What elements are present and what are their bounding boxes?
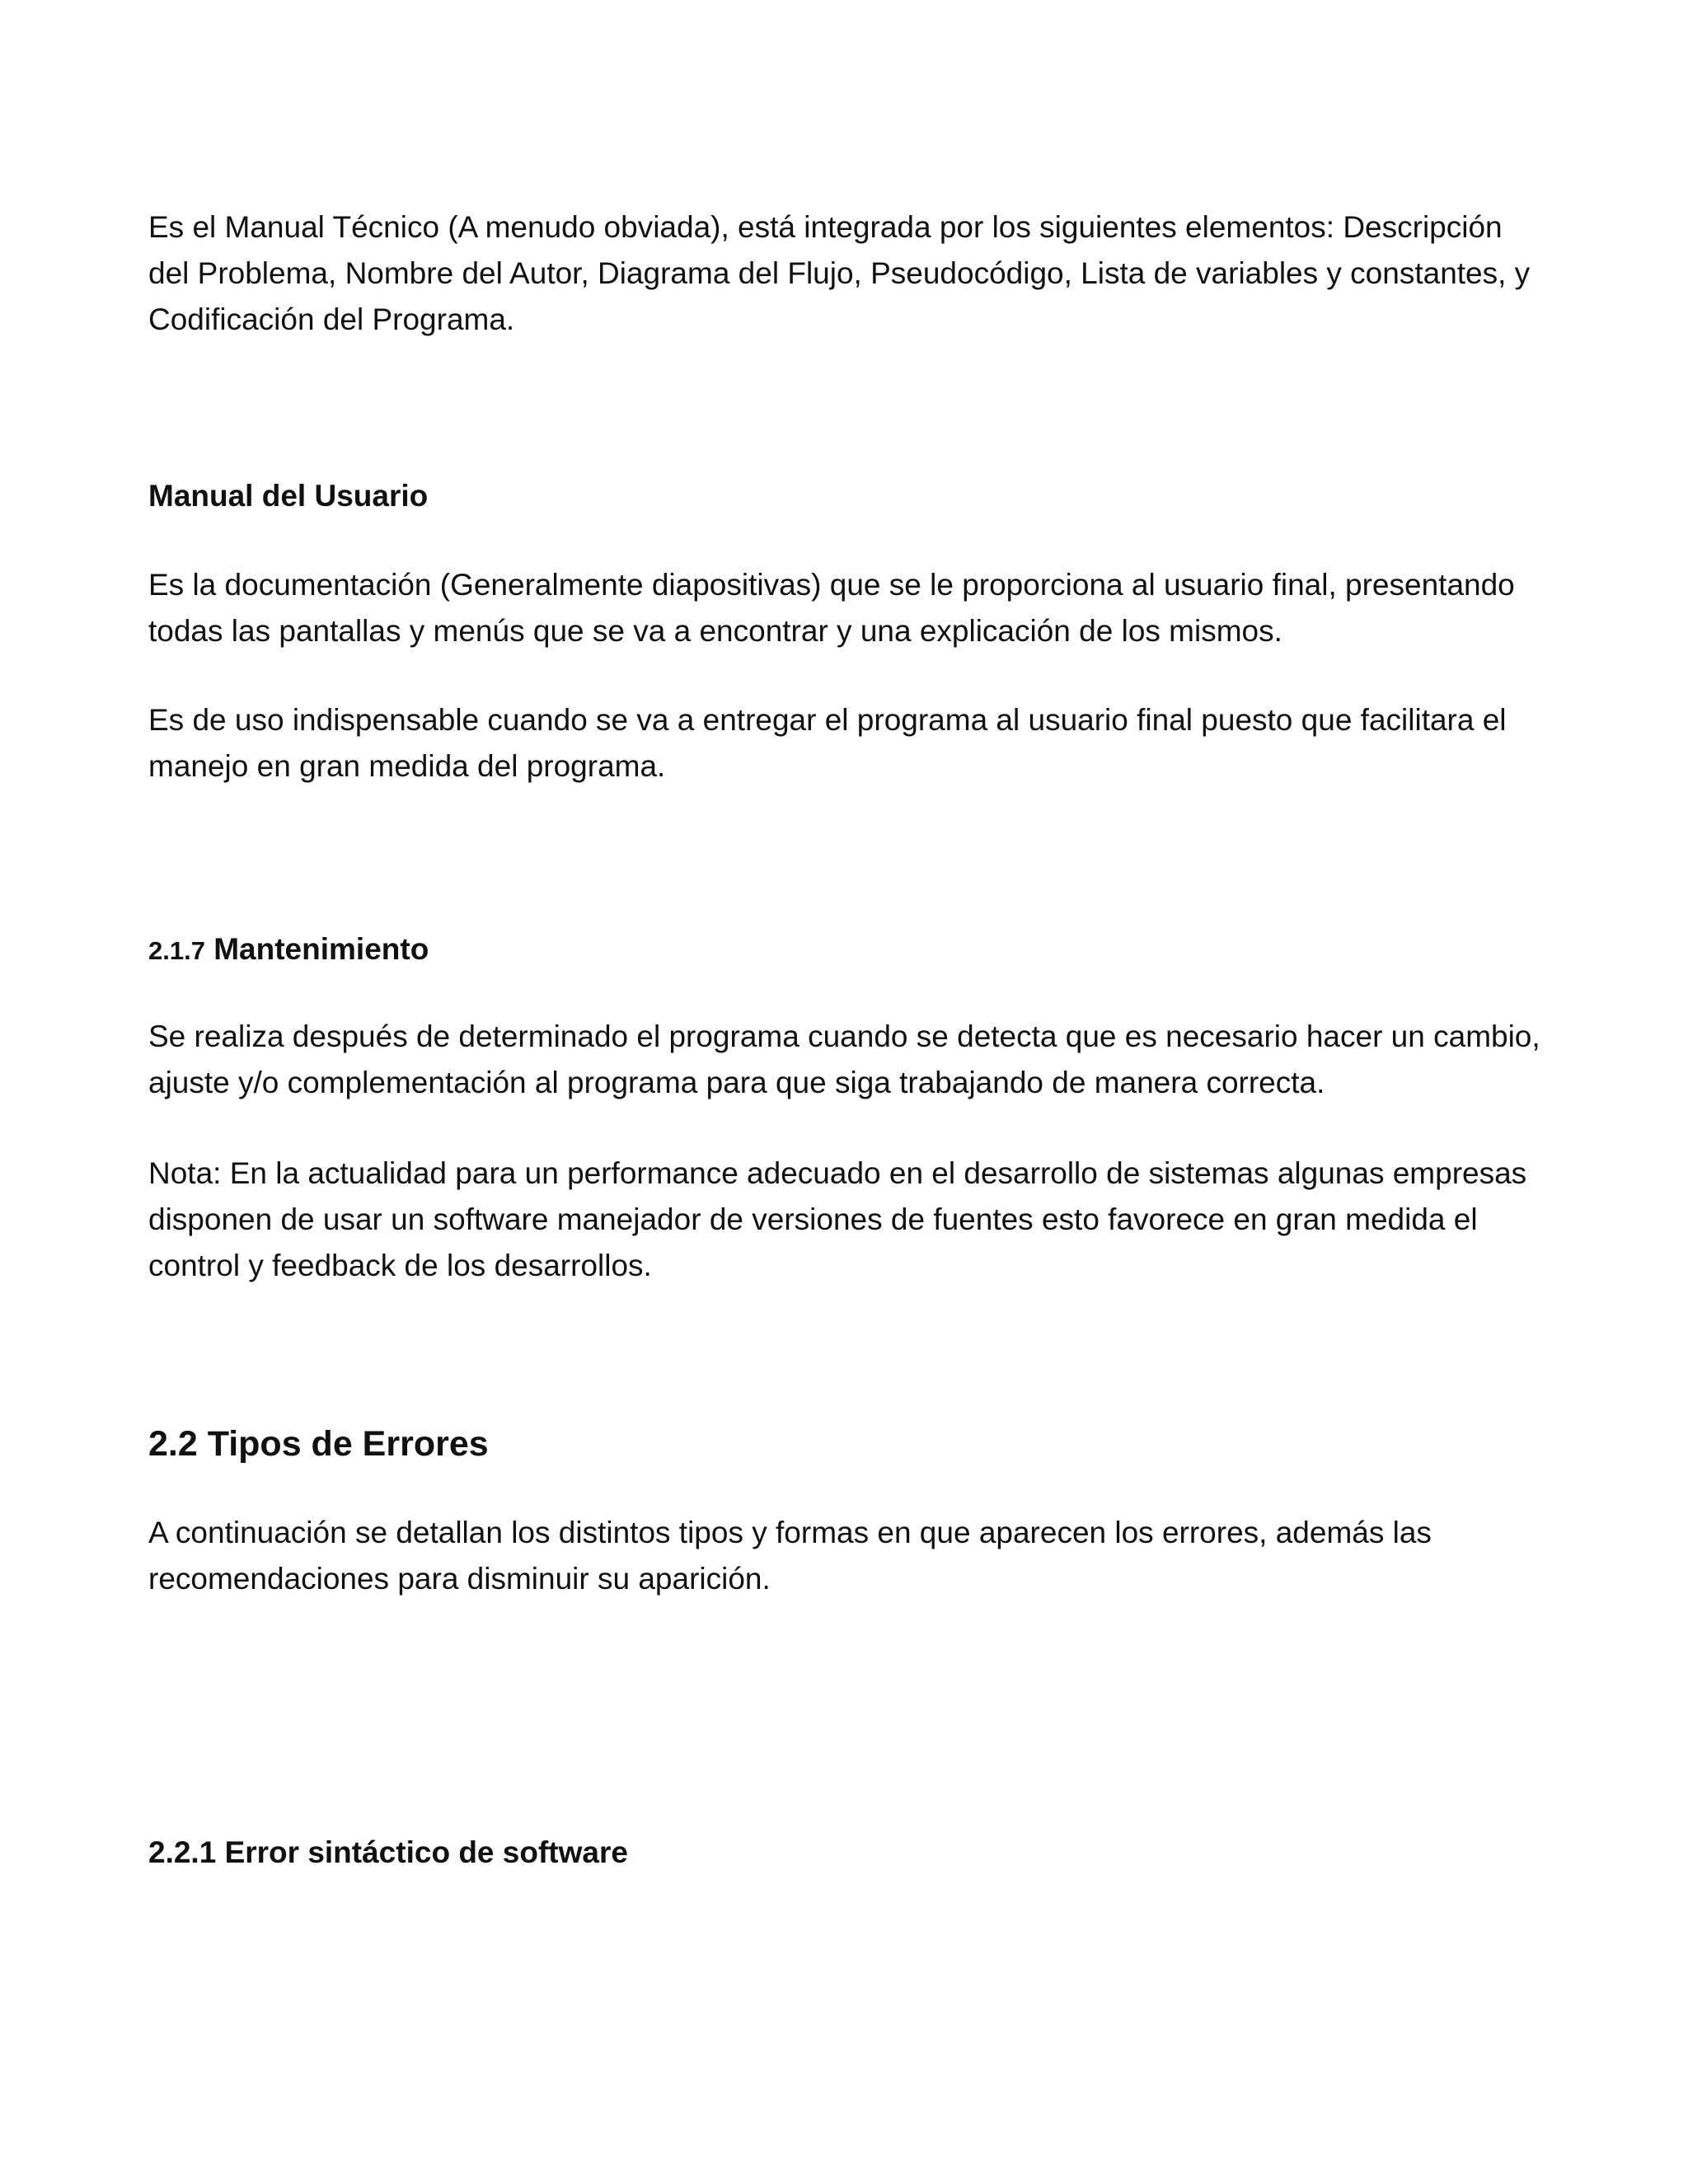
mantenimiento-p1-line-2: ajuste y/o complementación al programa para que siga trabajando de manera correcta. [148,1066,1325,1099]
manual-usuario-heading: Manual del Usuario [148,479,429,513]
tipos-errores-line-2: recomendaciones para disminuir su aparición. [148,1562,771,1596]
manual-usuario-p1-line-1: Es la documentación (Generalmente diapositivas) que se le proporciona al usuario final, presentando [148,568,1515,602]
mantenimiento-paragraph-1 [148,1014,1550,1106]
manual-usuario-p1-line-2: todas las pantallas y menús que se va a encontrar y una explicación de los mismos. [148,614,1282,648]
intro-paragraph [148,204,1550,343]
intro-line-2: del Problema, Nombre del Autor, Diagrama del Flujo, Pseudocódigo, Lista de variables y constantes, y [148,256,1531,290]
mantenimiento-heading [148,926,1550,974]
tipos-errores-line-1: A continuación se detallan los distintos tipos y formas en que aparecen los errores, además las [148,1516,1432,1549]
manual-usuario-paragraph-2 [148,697,1550,790]
tipos-errores-heading: 2.2 Tipos de Errores [148,1424,489,1464]
mantenimiento-p1-line-1: Se realiza después de determinado el programa cuando se detecta que es necesario hacer un cambio, [148,1019,1540,1053]
mantenimiento-p2-line-2: disponen de usar un software manejador de versiones de fuentes esto favorece en gran medida el [148,1202,1478,1236]
manual-usuario-p2-line-2: manejo en gran medida del programa. [148,749,666,783]
manual-usuario-p2-line-1: Es de uso indispensable cuando se va a entregar el programa al usuario final puesto que facilitara el [148,703,1507,737]
mantenimiento-paragraph-2 [148,1151,1550,1289]
mantenimiento-heading-number: 2.1.7 [148,936,205,965]
mantenimiento-p2-line-1: Nota: En la actualidad para un performance adecuado en el desarrollo de sistemas algunas empresas [148,1156,1527,1190]
intro-line-3: Codificación del Programa. [148,302,515,336]
manual-usuario-paragraph-1 [148,562,1550,654]
tipos-errores-paragraph [148,1510,1550,1602]
mantenimiento-heading-title: Mantenimiento [213,932,429,966]
error-sintactico-heading: 2.2.1 Error sintáctico de software [148,1835,628,1869]
mantenimiento-p2-line-3: control y feedback de los desarrollos. [148,1249,652,1282]
intro-line-1: Es el Manual Técnico (A menudo obviada), está integrada por los siguientes elementos: Descripción [148,210,1503,244]
